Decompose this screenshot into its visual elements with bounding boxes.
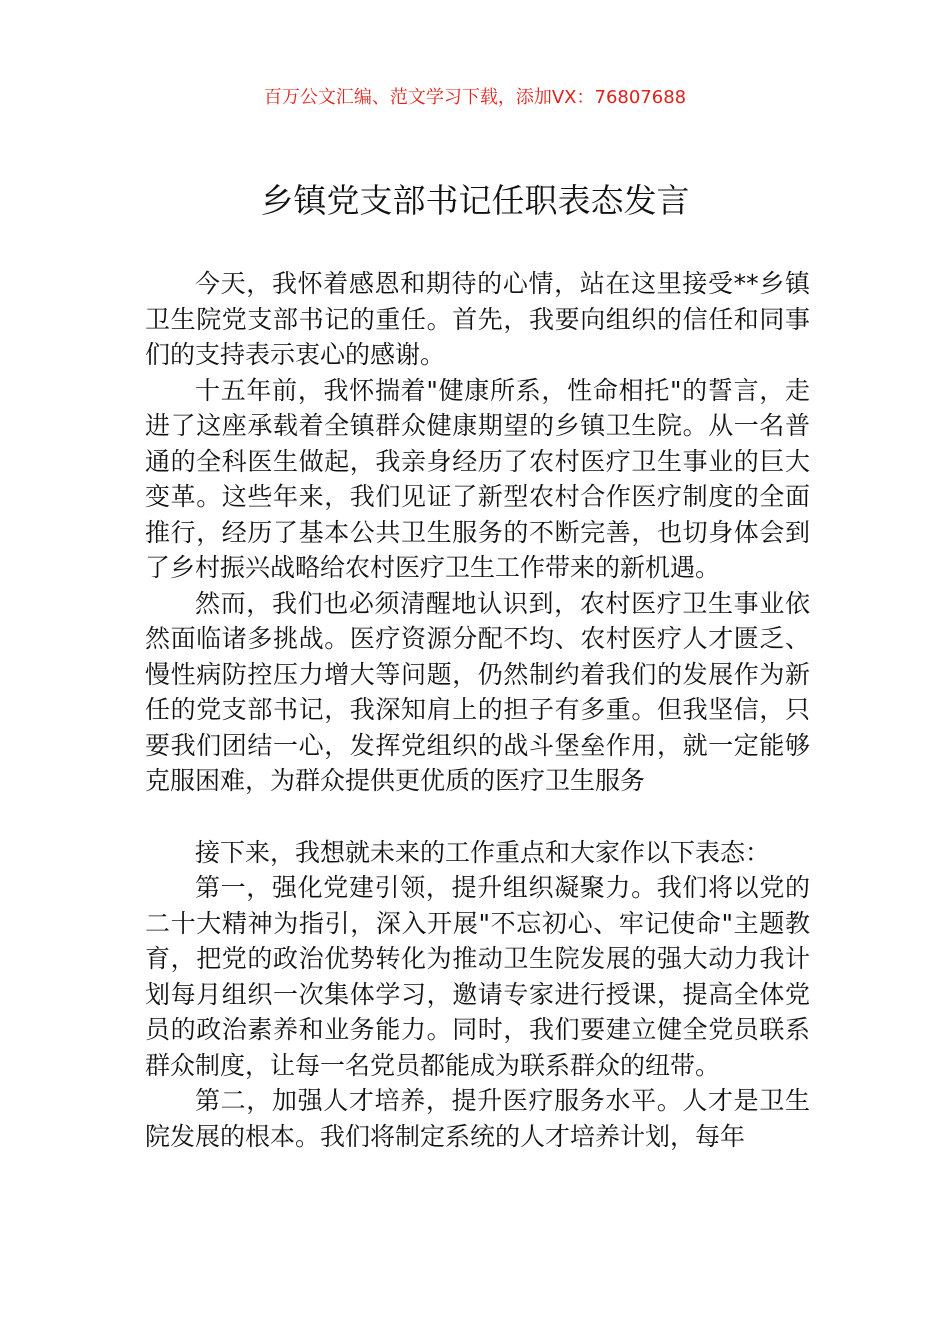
document-body — [145, 266, 810, 1154]
watermark-text: 百万公文汇编、范文学习下载，添加VX：76807688 — [263, 87, 687, 108]
paragraph-transition: 接下来，我想就未来的工作重点和大家作以下表态： — [195, 837, 771, 867]
paragraph-gap — [145, 799, 810, 835]
paragraph-challenges: 然而，我们也必须清醒地认识到，农村医疗卫生事业依然面临诸多挑战。医疗资源分配不均、农村医疗人才匮乏、慢性病防控压力增大等问题，仍然制约着我们的发展作为新任的党支部书记，我深知肩上的担子有多重。但我坚信，只要我们团结一心，发挥党组织的战斗堡垒作用，就一定能够克服困难，为群众提供更优质的医疗卫生服务 — [145, 588, 810, 795]
paragraph-history: 十五年前，我怀揣着"健康所系，性命相托"的誓言，走进了这座承载着全镇群众健康期望的乡镇卫生院。从一名普通的全科医生做起，我亲身经历了农村医疗卫生事业的巨大变革。这些年来，我们见证了新型农村合作医疗制度的全面推行，经历了基本公共卫生服务的不断完善，也切身体会到了乡村振兴战略给农村医疗卫生工作带来的新机遇。 — [145, 375, 810, 582]
paragraph-intro: 今天，我怀着感恩和期待的心情，站在这里接受**乡镇卫生院党支部书记的重任。首先，我要向组织的信任和同事们的支持表示衷心的感谢。 — [145, 269, 810, 369]
paragraph-point-one: 第一，强化党建引领，提升组织凝聚力。我们将以党的二十大精神为指引，深入开展"不忘初心、牢记使命"主题教育，把党的政治优势转化为推动卫生院发展的强大动力我计划每月组织一次集体学习，邀请专家进行授课，提高全体党员的政治素养和业务能力。同时，我们要建立健全党员联系群众制度，让每一名党员都能成为联系群众的纽带。 — [145, 873, 810, 1080]
paragraph-point-two: 第二，加强人才培养，提升医疗服务水平。人才是卫生院发展的根本。我们将制定系统的人才培养计划，每年 — [145, 1086, 810, 1151]
document-title: 乡镇党支部书记任职表态发言 — [260, 181, 690, 220]
